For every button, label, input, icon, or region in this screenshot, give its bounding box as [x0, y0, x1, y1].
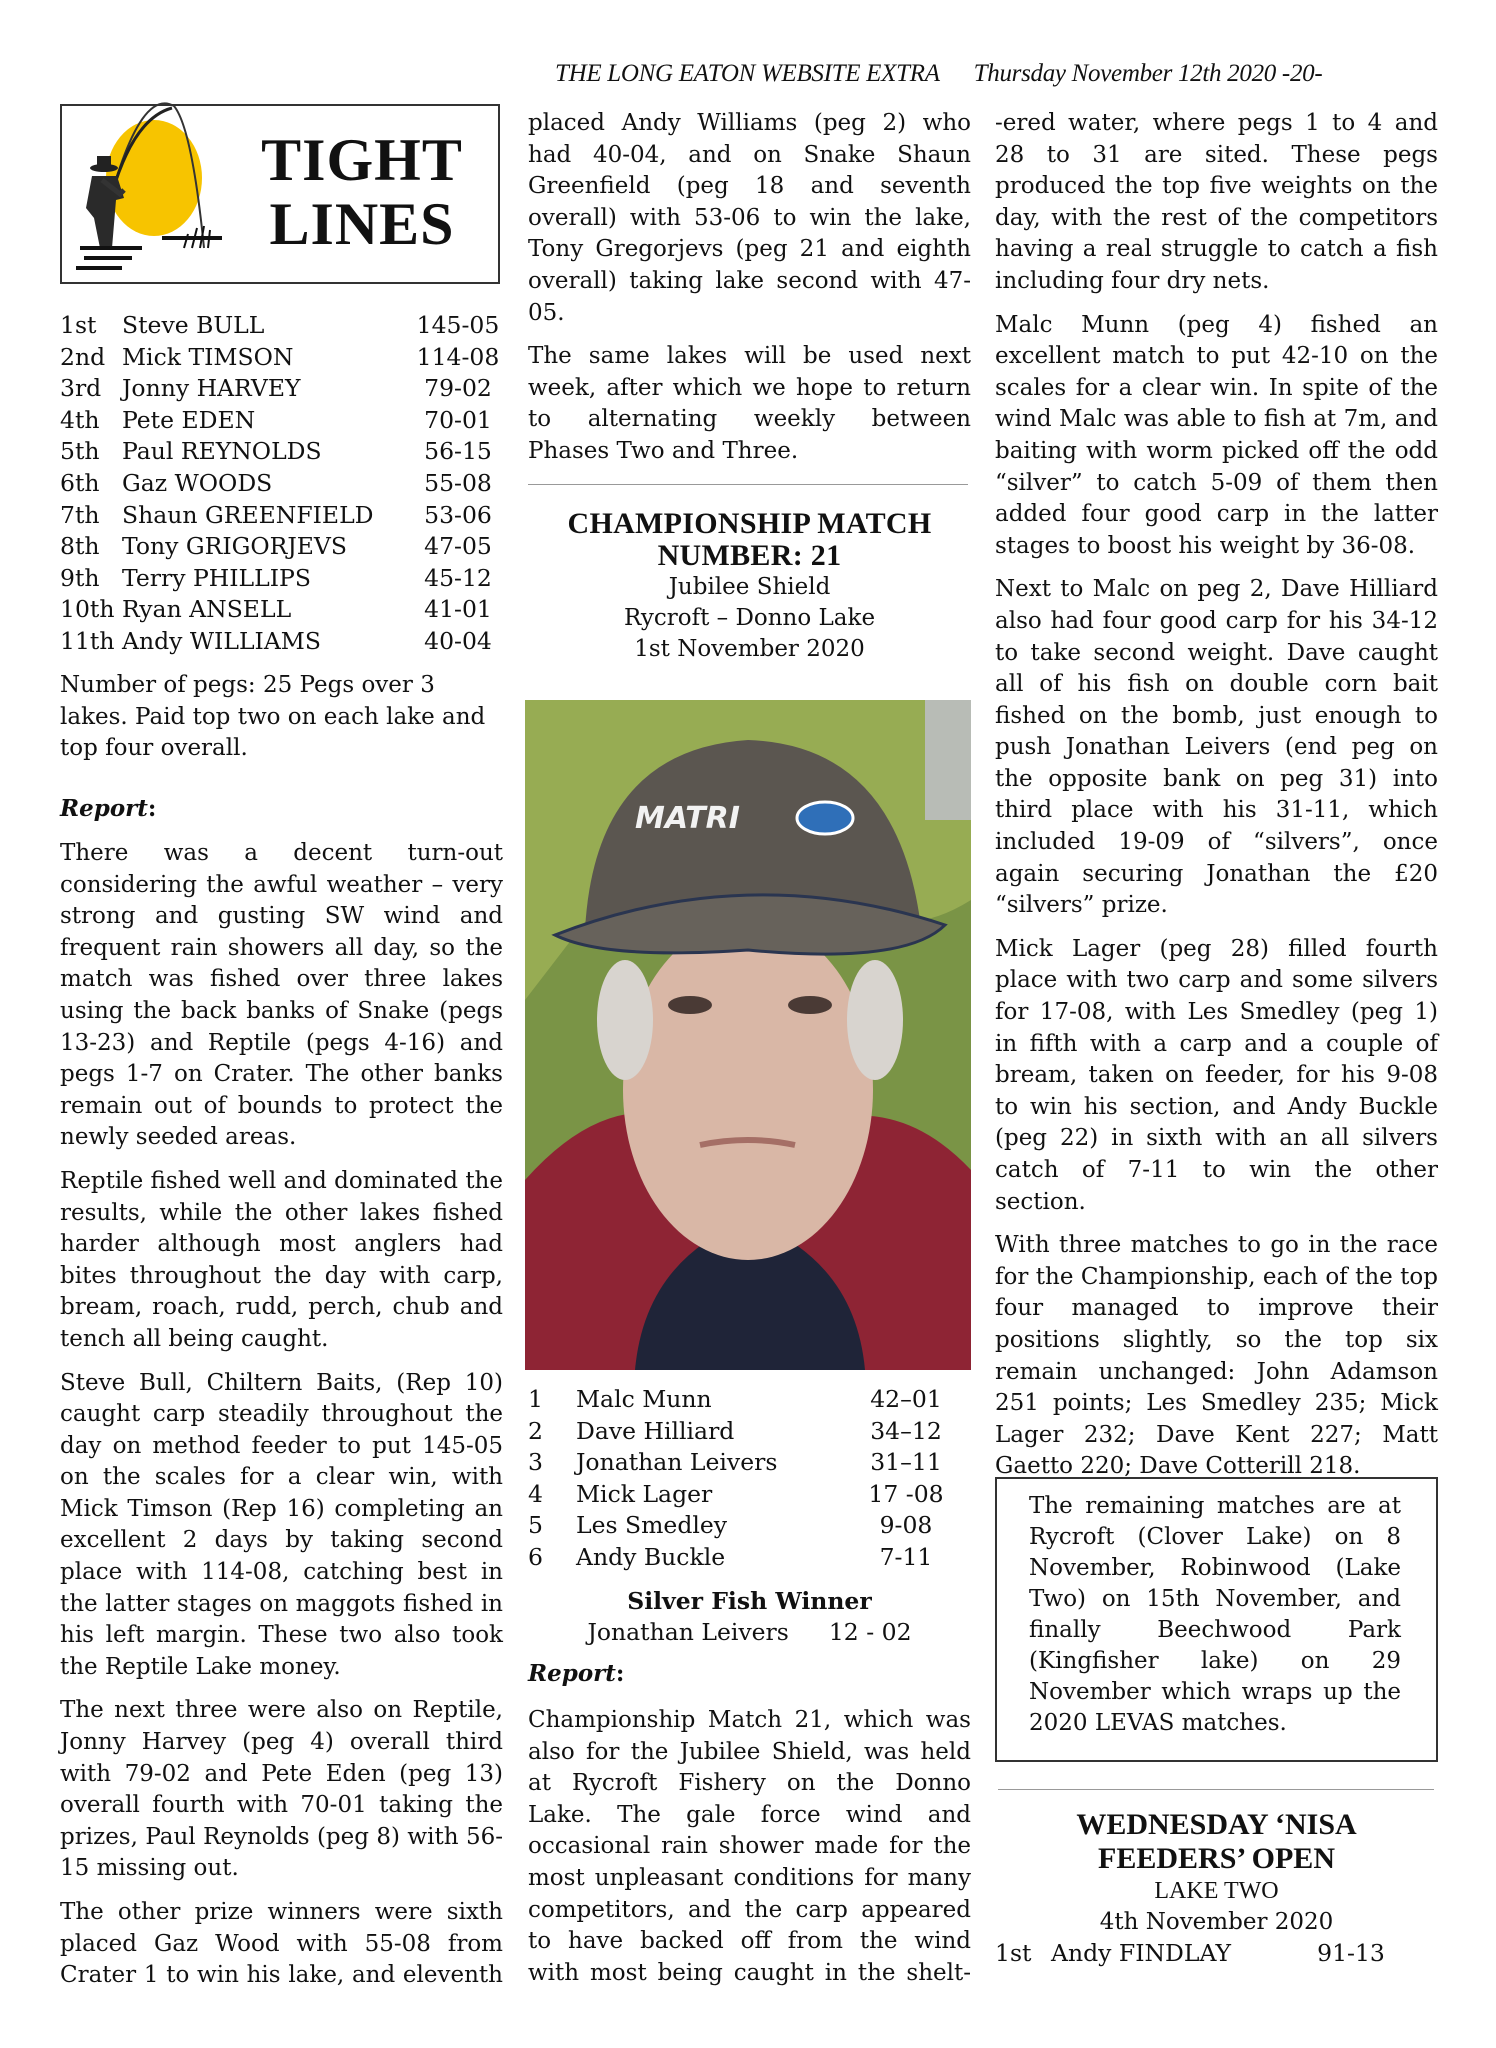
- result-row: [60, 405, 503, 437]
- report-paragraph: The next three were also on Reptile, Jonny Harvey (peg 4) overall third with 79-02 and Pete Eden (peg 13) overall fourth with 70-01 taking the prizes, Paul Reynolds (peg 8) with 56-15 missing out.: [60, 1697, 503, 1882]
- championship-results-table: [528, 1384, 971, 1648]
- angler-name: Tony GRIGORJEVS: [122, 532, 348, 561]
- report-paragraph: Reptile fished well and dominated the results, while the other lakes fished harder although most anglers had bites throughout the day with carp, bream, roach, rudd, perch, chub and tench all being caught.: [60, 1167, 503, 1352]
- report-label: Report:: [60, 795, 157, 822]
- result-row: [60, 468, 503, 500]
- championship-result-row: [528, 1542, 971, 1574]
- result-weight: 42–01: [870, 1385, 942, 1413]
- result-position: 8th: [60, 532, 100, 561]
- nisa-feeders-open-section: WEDNESDAY ‘NISA FEEDERS’ OPEN LAKE TWO 4th November 2020 1st Andy FINDLAY 91-13: [995, 1808, 1438, 1969]
- angler-name: Les Smedley: [576, 1511, 728, 1540]
- angler-name: Mick TIMSON: [122, 342, 294, 371]
- result-position: 6th: [60, 468, 100, 497]
- angler-fishing-icon: [72, 98, 222, 283]
- result-weight: 34–12: [870, 1416, 942, 1445]
- report-paragraph: Next to Malc on peg 2, Dave Hilliard also had four good carp for his 34-12 to take second weight. Dave caught all of his fish on double corn bait fished on the bomb, just enough to push Jonathan Leivers (end peg on the opposite bank on peg 31) into third place with his 31-11, which included 19-09 of “silvers”, once again securing Jonathan the £20 “silvers” prize.: [995, 576, 1438, 919]
- result-row: [60, 500, 503, 532]
- result-row: [60, 373, 503, 405]
- angler-name: Steve BULL: [122, 311, 265, 339]
- championship-result-row: [528, 1447, 971, 1479]
- result-weight: 40-04: [424, 626, 492, 655]
- result-weight: 79-02: [424, 374, 492, 403]
- results-table: [60, 310, 503, 658]
- result-row: [60, 594, 503, 626]
- angler-name: Andy Buckle: [576, 1542, 726, 1571]
- result-row: [60, 563, 503, 595]
- championship-report-continuation: [995, 108, 1438, 1495]
- result-row: [60, 436, 503, 468]
- result-position: 4th: [60, 405, 100, 434]
- championship-result-row: [528, 1384, 971, 1416]
- angler-name: Shaun GREENFIELD: [122, 500, 374, 529]
- issue-date-page: Thursday November 12th 2020 -20-: [973, 60, 1323, 87]
- publication-name: THE LONG EATON WEBSITE EXTRA: [555, 60, 940, 87]
- angler-name: Paul REYNOLDS: [122, 437, 322, 466]
- result-weight: 55-08: [424, 468, 492, 497]
- result-weight: 47-05: [424, 532, 492, 561]
- pegs-note: Number of pegs: 25 Pegs over 3 lakes. Paid top two on each lake and top four overall.: [60, 672, 486, 762]
- section-divider: [998, 1789, 1434, 1790]
- result-weight: 7-11: [879, 1542, 933, 1571]
- championship-result-row: [528, 1510, 971, 1542]
- angler-name: Pete EDEN: [122, 405, 256, 434]
- nisa-result-row: 1st Andy FINDLAY 91-13: [995, 1939, 1385, 1967]
- tight-lines-logo: [60, 104, 500, 284]
- result-position: 9th: [60, 563, 100, 592]
- result-weight: 45-12: [424, 563, 492, 592]
- logo-title: TIGHT LINES: [261, 127, 463, 257]
- result-position: 3rd: [60, 374, 102, 403]
- report-paragraph: There was a decent turn-out considering the awful weather – very strong and gusting SW wind and frequent rain showers all day, so the match was fished over three lakes using the back banks of Snake (pegs 13-23) and Reptile (pegs 4-16) and pegs 1-7 on Crater. The other banks remain out of bounds to protect the newly seeded areas.: [60, 840, 503, 1151]
- result-weight: 31–11: [870, 1448, 942, 1477]
- result-row: [60, 310, 503, 342]
- championship-result-row: [528, 1479, 971, 1511]
- result-weight: 41-01: [424, 595, 492, 624]
- championship-heading: CHAMPIONSHIP MATCH NUMBER: 21 Jubilee Shield Rycroft – Donno Lake 1st November 2020: [528, 508, 971, 665]
- result-position: 2: [528, 1416, 543, 1445]
- section-divider: [528, 484, 968, 485]
- result-weight: 53-06: [424, 500, 492, 529]
- result-row: [60, 531, 503, 563]
- venue: Rycroft – Donno Lake: [623, 605, 876, 631]
- page-header: [555, 60, 1455, 88]
- report-paragraph: Steve Bull, Chiltern Baits, (Rep 10) caught carp steadily throughout the day on method feeder to put 145-05 on the scales for a clear win, with Mick Timson (Rep 16) completing an excellent 2 days by taking second place with 114-08, catching best in the latter stages on maggots fished in his left margin. These two also took the Reptile Lake money.: [60, 1369, 503, 1680]
- result-weight: 56-15: [424, 437, 492, 466]
- result-position: 4: [528, 1479, 543, 1508]
- report-paragraph: Mick Lager (peg 28) filled fourth place with two carp and some silvers for 17-08, with Les Smedley (peg 1) in fifth with a carp and a couple of bream, taken on feeder, for his 9-08 to win his section, and Andy Buckle (peg 22) in sixth with an all silvers catch of 7-11 to win the other section.: [995, 935, 1438, 1215]
- result-position: 2nd: [60, 342, 106, 371]
- result-position: 11th: [60, 626, 115, 655]
- angler-name: Terry PHILLIPS: [122, 563, 311, 592]
- report-paragraph: placed Andy Williams (peg 2) who had 40-04, and on Snake Shaun Greenfield (peg 18 and seventh overall) with 53-06 to win the lake, Tony Gregorjevs (peg 21 and eighth overall) taking lake second with 47-05.: [528, 110, 971, 326]
- angler-name: Mick Lager: [576, 1479, 713, 1508]
- angler-name: Dave Hilliard: [576, 1416, 735, 1445]
- result-position: 7th: [60, 500, 100, 529]
- angler-name: Gaz WOODS: [122, 468, 273, 497]
- result-position: 5: [528, 1511, 543, 1540]
- result-weight: 17 -08: [868, 1479, 944, 1508]
- report-label: Report:: [528, 1660, 625, 1687]
- report-paragraph: With three matches to go in the race for the Championship, each of the top four managed to improve their positions slightly, so the top six remain unchanged: John Adamson 251 points; Les Smedley 235; Mick Lager 232; Dave Kent 227; Matt Gaetto 220; Dave Cotterill 218.: [995, 1232, 1438, 1480]
- angler-name: Ryan ANSELL: [122, 595, 292, 624]
- result-position: 10th: [60, 595, 115, 624]
- angler-name: Jonny HARVEY: [122, 374, 301, 403]
- winner-photo: [525, 700, 971, 1370]
- result-row: [60, 342, 503, 374]
- result-weight: 70-01: [424, 405, 492, 434]
- result-position: 5th: [60, 437, 100, 466]
- angler-name: Malc Munn: [576, 1385, 712, 1413]
- report-paragraph: -ered water, where pegs 1 to 4 and 28 to 31 are sited. These pegs produced the top five weights on the day, with the rest of the competitors having a real struggle to catch a fish including four dry nets.: [995, 110, 1438, 294]
- result-row: [60, 626, 503, 658]
- nisa-venue: LAKE TWO: [1154, 1878, 1279, 1904]
- silver-fish-winner: Jonathan Leivers 12 - 02: [587, 1617, 912, 1646]
- remaining-matches-box: The remaining matches are at Rycroft (Clover Lake) on 8 November, Robinwood (Lake Two) on 15th November, and finally Beechwood Park (Kingfisher lake) on 29 November which wraps up the 2020 LEVAS matches.: [995, 1477, 1438, 1762]
- report-paragraph: The same lakes will be used next week, after which we hope to return to alternating weekly between Phases Two and Three.: [528, 343, 971, 464]
- report-body: [60, 838, 503, 2004]
- angler-portrait-image: [525, 700, 971, 1370]
- result-weight: 9-08: [879, 1511, 933, 1540]
- report-continuation: [528, 108, 971, 480]
- championship-report: Championship Match 21, which was also for the Jubilee Shield, was held at Rycroft Fishery on the Donno Lake. The gale force wind and occasional rain shower made for the most unpleasant conditions for many competitors, and the carp appeared to have backed off from the wind with most being caught in the shelt-: [528, 1707, 971, 1986]
- result-position: 3: [528, 1448, 543, 1477]
- result-weight: 145-05: [416, 311, 500, 339]
- match-date: 1st November 2020: [634, 636, 865, 662]
- report-paragraph: Malc Munn (peg 4) fished an excellent match to put 42-10 on the scales for a clear win. In spite of the wind Malc was able to fish at 7m, and baiting with worm picked off the odd “silver” to catch 5-09 of them then added four good carp in the latter stages to boost his weight by 36-08.: [995, 311, 1438, 559]
- championship-result-row: [528, 1416, 971, 1448]
- result-weight: 114-08: [416, 342, 500, 371]
- angler-name: Jonathan Leivers: [576, 1448, 778, 1477]
- trophy-name: Jubilee Shield: [668, 574, 831, 600]
- report-paragraph: The other prize winners were sixth placed Gaz Wood with 55-08 from Crater 1 to win his lake, and eleventh: [60, 1899, 503, 1989]
- nisa-date: 4th November 2020: [1099, 1909, 1334, 1935]
- result-position: 1st: [60, 311, 97, 339]
- silver-fish-title: Silver Fish Winner: [627, 1586, 872, 1615]
- svg-text:MATRI: MATRI: [635, 801, 740, 836]
- angler-name: Andy WILLIAMS: [122, 626, 321, 655]
- result-position: 1: [528, 1385, 543, 1413]
- result-position: 6: [528, 1542, 543, 1571]
